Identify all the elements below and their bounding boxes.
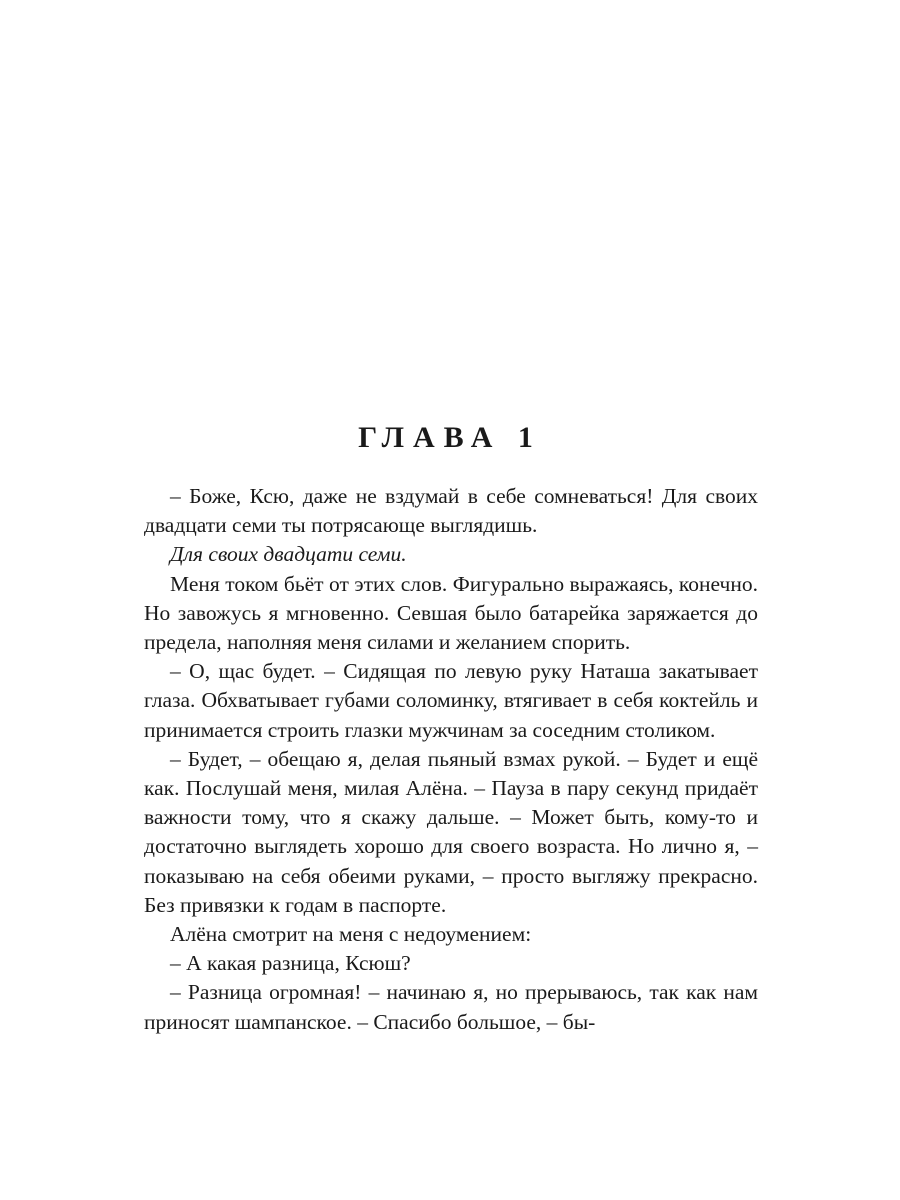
paragraph: Алёна смотрит на меня с недоумением: (170, 922, 532, 947)
chapter-title: ГЛАВА 1 (358, 421, 542, 454)
paragraph: – Разница огромная! – начинаю я, но прерываюсь, так как нам приносят шампанское. – Спасибо большое, – бы- (144, 980, 758, 1034)
paragraph-italic: Для своих двадцати семи. (170, 542, 407, 567)
paragraph: – Будет, – обещаю я, делая пьяный взмах рукой. – Будет и ещё как. Послушай меня, милая Алёна. – Пауза в пару секунд придаёт важности тому, что я скажу дальше. – Может быть, кому-то и достаточно выглядеть хорошо для своего возраста. Но лично я, – показываю на себя обеими руками, – просто выгляжу прекрасно. Без привязки к годам в паспорте. (144, 746, 758, 917)
paragraph: – О, щас будет. – Сидящая по левую руку Наташа закатывает глаза. Обхватывает губами соломинку, втягивает в себя коктейль и принимается строить глазки мужчинам за соседним столиком. (144, 659, 758, 742)
chapter-text (144, 482, 758, 1037)
paragraph: Меня током бьёт от этих слов. Фигурально выражаясь, конечно. Но завожусь я мгновенно. Севшая было батарейка заряжается до предела, наполняя меня силами и желанием спорить. (144, 571, 758, 655)
paragraph: – Боже, Ксю, даже не вздумай в себе сомневаться! Для своих двадцати семи ты потрясающе выглядишь. (144, 484, 758, 538)
paragraph: – А какая разница, Ксюш? (170, 951, 411, 976)
